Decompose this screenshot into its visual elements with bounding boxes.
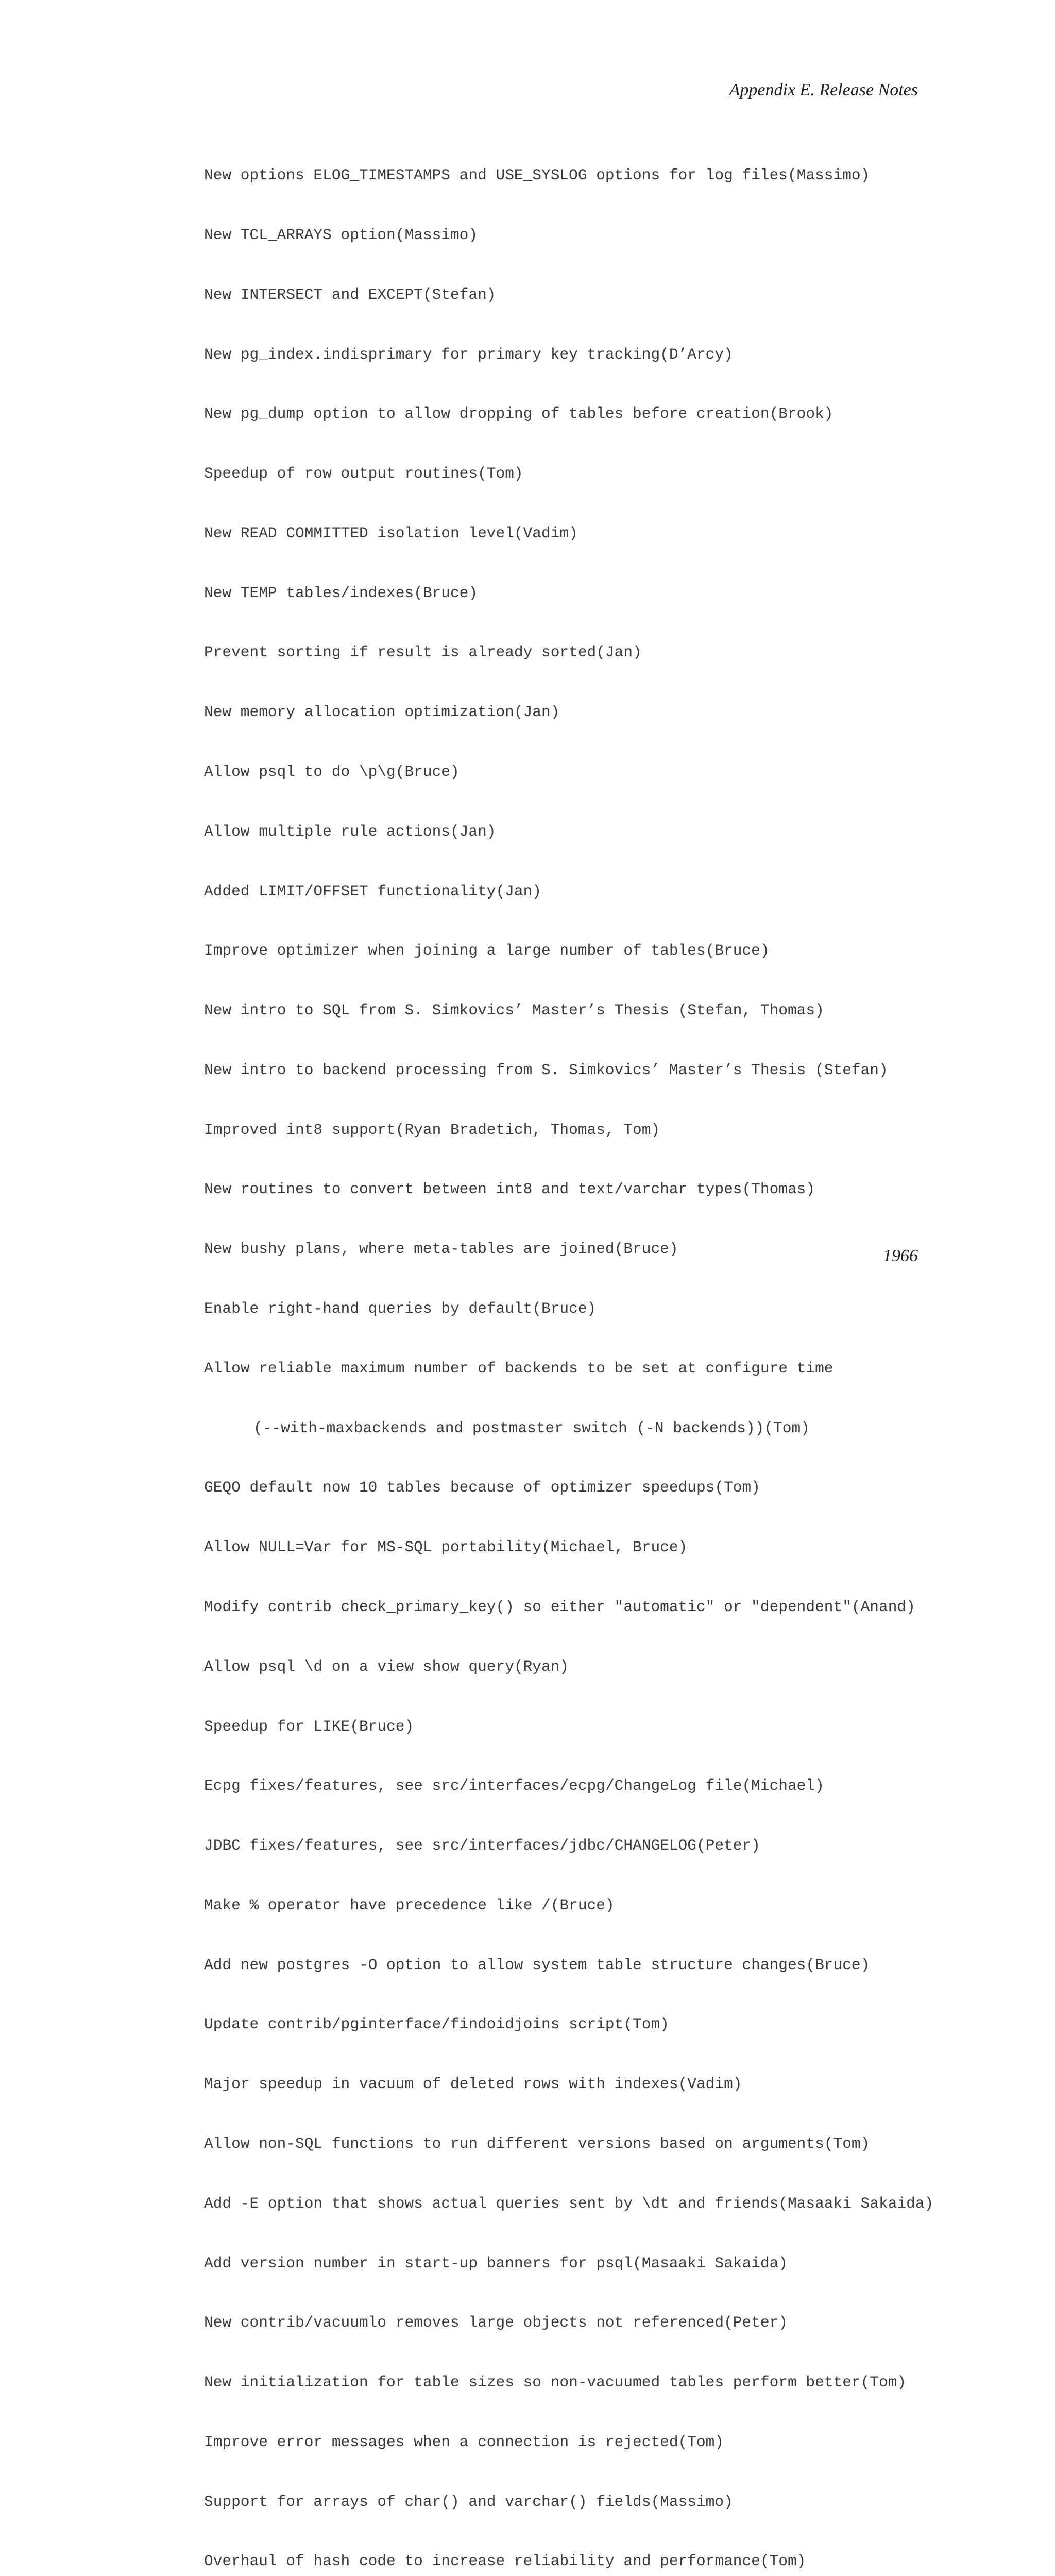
note-line: Allow psql \d on a view show query(Ryan)	[204, 1657, 569, 1675]
note-line: Allow non-SQL functions to run different versions based on arguments(Tom)	[204, 2134, 870, 2153]
note-line: New bushy plans, where meta-tables are joined(Bruce)	[204, 1240, 678, 1258]
note-line: Support for arrays of char() and varchar() fields(Massimo)	[204, 2493, 733, 2511]
note-line: Speedup of row output routines(Tom)	[204, 465, 523, 483]
note-line: New memory allocation optimization(Jan)	[204, 703, 560, 721]
note-line: Major speedup in vacuum of deleted rows with indexes(Vadim)	[204, 2075, 742, 2093]
note-line: Modify contrib check_primary_key() so either "automatic" or "dependent"(Anand)	[204, 1598, 915, 1616]
note-line: New options ELOG_TIMESTAMPS and USE_SYSLOG options for log files(Massimo)	[204, 166, 870, 184]
running-header: Appendix E. Release Notes	[729, 80, 918, 99]
note-line: New routines to convert between int8 and text/varchar types(Thomas)	[204, 1180, 815, 1198]
note-line: Improved int8 support(Ryan Bradetich, Thomas, Tom)	[204, 1121, 660, 1139]
note-line: Allow psql to do \p\g(Bruce)	[204, 763, 460, 781]
release-notes-list	[204, 126, 1018, 2576]
note-line: New TCL_ARRAYS option(Massimo)	[204, 226, 478, 244]
note-line: GEQO default now 10 tables because of optimizer speedups(Tom)	[204, 1479, 760, 1497]
note-line: Allow multiple rule actions(Jan)	[204, 822, 496, 840]
note-line: Improve optimizer when joining a large number of tables(Bruce)	[204, 942, 770, 960]
note-line: Overhaul of hash code to increase reliability and performance(Tom)	[204, 2552, 806, 2570]
note-line: Add new postgres -O option to allow system table structure changes(Bruce)	[204, 1956, 870, 1974]
note-line: New pg_index.indisprimary for primary key tracking(D’Arcy)	[204, 345, 733, 363]
note-line: New TEMP tables/indexes(Bruce)	[204, 584, 478, 602]
note-line: New intro to SQL from S. Simkovics’ Master’s Thesis (Stefan, Thomas)	[204, 1002, 824, 1020]
note-line: Speedup for LIKE(Bruce)	[204, 1717, 414, 1735]
page-number: 1966	[883, 1246, 918, 1265]
note-line: JDBC fixes/features, see src/interfaces/jdbc/CHANGELOG(Peter)	[204, 1837, 760, 1855]
note-line: New intro to backend processing from S. Simkovics’ Master’s Thesis (Stefan)	[204, 1061, 888, 1079]
note-line: Enable right-hand queries by default(Bruce)	[204, 1300, 597, 1318]
note-line: New pg_dump option to allow dropping of tables before creation(Brook)	[204, 405, 833, 423]
note-line: Make % operator have precedence like /(Bruce)	[204, 1896, 615, 1914]
note-line-continuation: (--with-maxbackends and postmaster switch (-N backends))(Tom)	[253, 1419, 810, 1437]
note-line: New initialization for table sizes so non-vacuumed tables perform better(Tom)	[204, 2374, 907, 2392]
note-line: Add -E option that shows actual queries sent by \dt and friends(Masaaki Sakaida)	[204, 2194, 934, 2212]
note-line: Allow reliable maximum number of backends to be set at configure time	[204, 1359, 833, 1377]
note-line: New contrib/vacuumlo removes large objects not referenced(Peter)	[204, 2314, 788, 2332]
note-line: Prevent sorting if result is already sorted(Jan)	[204, 643, 642, 662]
note-line: Add version number in start-up banners for psql(Masaaki Sakaida)	[204, 2254, 788, 2272]
note-line: New INTERSECT and EXCEPT(Stefan)	[204, 285, 496, 303]
note-line: Update contrib/pginterface/findoidjoins script(Tom)	[204, 2015, 669, 2033]
note-line: Allow NULL=Var for MS-SQL portability(Michael, Bruce)	[204, 1538, 688, 1556]
note-line: Ecpg fixes/features, see src/interfaces/ecpg/ChangeLog file(Michael)	[204, 1777, 824, 1795]
note-line: Added LIMIT/OFFSET functionality(Jan)	[204, 882, 542, 900]
note-line: Improve error messages when a connection is rejected(Tom)	[204, 2433, 724, 2451]
note-line: New READ COMMITTED isolation level(Vadim)	[204, 524, 578, 542]
